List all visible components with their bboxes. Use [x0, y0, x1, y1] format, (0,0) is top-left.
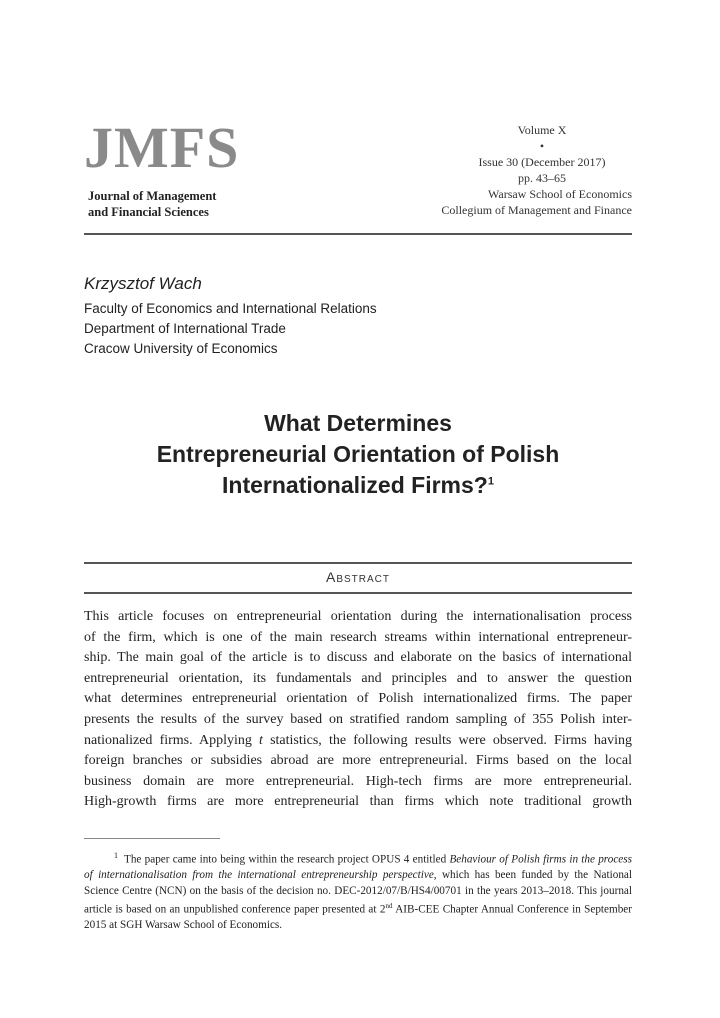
abstract-line: what determines entrepreneurial orientation of Polish internationalized firms. The paper [84, 691, 632, 707]
issue-info [372, 122, 632, 218]
abstract-line: ship. The main goal of the article is to discuss and elaborate on the basics of international [84, 650, 632, 666]
abstract-top-rule [84, 562, 632, 564]
title-line2: Entrepreneurial Orientation of Polish [156, 441, 560, 467]
title-line3 [84, 470, 632, 501]
pages-label: pp. 43–65 [518, 171, 566, 185]
footnote-mark: 1 [114, 851, 118, 860]
footnote-text-b: which has been funded by the National Science Centre (NCN) on the basis of the decision no. DEC-2012/07/B/HS4/00701 in the years 2013–2018. This journal article is based on an unpublished conference paper presented at 2 [84, 869, 632, 916]
abstract-heading-text: Abstract [325, 569, 390, 585]
affiliation-faculty: Faculty of Economics and International Relations [84, 301, 377, 316]
bullet-separator: • [539, 139, 545, 153]
footnote-ordinal-suffix: nd [385, 901, 393, 910]
article-title [84, 408, 632, 501]
journal-name [88, 188, 216, 220]
school-label: Warsaw School of Economics [488, 187, 632, 201]
abstract-line: High-growth firms are more entrepreneurial than firms which note traditional growth [84, 794, 632, 810]
journal-logo: JMFS [84, 115, 240, 180]
title-line3-text: Internationalized Firms? [222, 472, 488, 498]
abstract-heading [84, 569, 632, 585]
affiliation-university: Cracow University of Economics [84, 341, 278, 356]
journal-name-line1: Journal of Management [88, 189, 217, 203]
statistic-symbol: t [259, 732, 263, 748]
issue-label: Issue 30 (December 2017) [478, 155, 606, 169]
title-footnote-mark[interactable]: 1 [487, 475, 494, 488]
abstract-line: foreign branches or subsidies abroad are more entrepreneurial. Firms based on the local [84, 753, 632, 769]
abstract-bottom-rule [84, 592, 632, 594]
title-line1: What Determines [264, 410, 452, 436]
affiliation-department: Department of International Trade [84, 321, 286, 336]
abstract-line: nationalized firms. Applying t statistics, the following results were observed. Firms having [84, 732, 632, 748]
abstract-line: entrepreneurial orientation, its fundamentals and principles and to answer the question [84, 670, 632, 686]
abstract-line: presents the results of the survey based on stratified random sampling of 355 Polish inter- [84, 711, 632, 727]
footnote-project-title: Behaviour of Polish firms in the process of internationalisation from the international entrepreneurship perspective, [84, 853, 632, 882]
footnote-divider [84, 838, 220, 839]
footnote-text-c: AIB-CEE Chapter Annual Conference in September 2015 at SGH Warsaw School of Economics. [84, 903, 632, 932]
collegium-label: Collegium of Management and Finance [441, 203, 632, 217]
author-affiliation [84, 299, 377, 359]
footnote [84, 848, 632, 934]
abstract-line: of the firm, which is one of the main research streams within international entrepreneur- [84, 629, 632, 645]
abstract-body [84, 607, 632, 813]
abstract-line: business domain are more entrepreneurial. High-tech firms are more entrepreneurial. [84, 773, 632, 789]
abstract-line: This article focuses on entrepreneurial orientation during the internationalisation process [84, 609, 632, 624]
footnote-text-a: The paper came into being within the research project OPUS 4 entitled [124, 853, 450, 866]
header-divider [84, 233, 632, 235]
volume-label: Volume X [517, 123, 567, 137]
author-name: Krzysztof Wach [84, 274, 202, 293]
journal-name-line2: and Financial Sciences [88, 205, 209, 219]
